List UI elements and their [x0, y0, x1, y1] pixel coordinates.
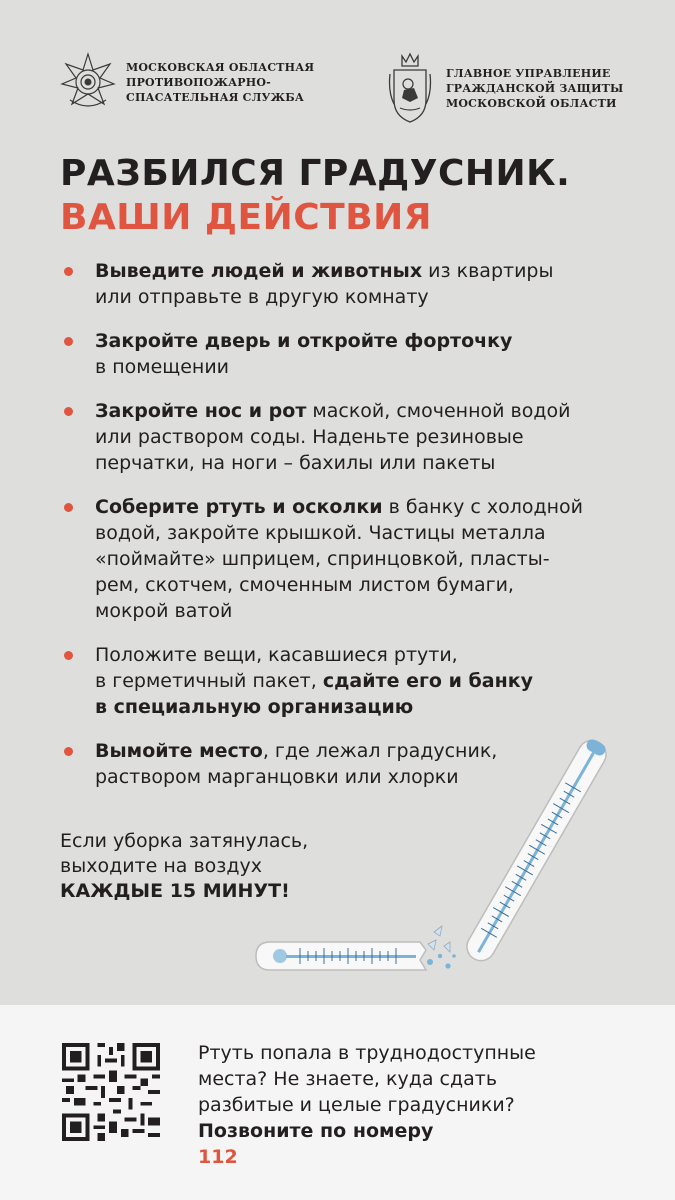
title-line-1: РАЗБИЛСЯ ГРАДУСНИК. — [60, 153, 571, 194]
moscow-oblast-crest-icon — [388, 52, 432, 124]
step-dispose: Положите вещи, касавшиеся ртути, в герметичный пакет, сдайте его и банку в специальную организацию — [60, 642, 620, 720]
qr-code-icon[interactable] — [62, 1043, 160, 1141]
call-line: Позвоните по номеру 112 — [198, 1118, 536, 1170]
header — [60, 52, 624, 132]
org1-name: МОСКОВСКАЯ ОБЛАСТНАЯ ПРОТИВОПОЖАРНО- СПАСАТЕЛЬНАЯ СЛУЖБА — [126, 60, 315, 104]
contact-text: Ртуть попала в труднодоступные места? Не знаете, куда сдать разбитые и целые градусники? Позвоните по номеру 112 — [198, 1042, 536, 1168]
step-close-door: Закройте дверь и откройте форточку в помещении — [60, 328, 620, 380]
step-evacuate: Выведите людей и животных из квартиры или отправьте в другую комнату — [60, 258, 620, 310]
step-wash: Вымойте место, где лежал градусник, раствором марганцовки или хлорки — [60, 738, 620, 790]
page-title — [60, 152, 570, 240]
air-break-note: Если уборка затянулась, выходите на воздух КАЖДЫЕ 15 МИНУТ! — [60, 830, 309, 902]
org-civil-defense — [388, 52, 636, 124]
org2-name: ГЛАВНОЕ УПРАВЛЕНИЕ ГРАЖДАНСКОЙ ЗАЩИТЫ МОСКОВСКОЙ ОБЛАСТИ — [446, 66, 624, 110]
bullet-dot — [64, 337, 73, 346]
bullet-dot — [64, 503, 73, 512]
bullet-dot — [64, 747, 73, 756]
step-collect-mercury: Соберите ртуть и осколки в банку с холодной водой, закройте крышкой. Частицы металла «поймайте» шприцем, спринцовкой, пласты- рем, скотчем, смоченным листом бумаги, мокрой ватой — [60, 494, 620, 624]
org-fire-rescue — [60, 52, 316, 112]
step-protect: Закройте нос и рот маской, смоченной водой или раствором соды. Наденьте резиновые перчатки, на ноги – бахилы или пакеты — [60, 398, 620, 476]
phone-number[interactable]: 112 — [198, 1146, 238, 1168]
broken-thermometer-icon — [240, 720, 640, 1010]
title-line-2: ВАШИ ДЕЙСТВИЯ — [60, 197, 432, 238]
bullet-dot — [64, 267, 73, 276]
footer-contact — [0, 1005, 675, 1200]
bullet-dot — [64, 407, 73, 416]
bullet-dot — [64, 651, 73, 660]
fire-rescue-emblem-icon — [60, 52, 116, 112]
